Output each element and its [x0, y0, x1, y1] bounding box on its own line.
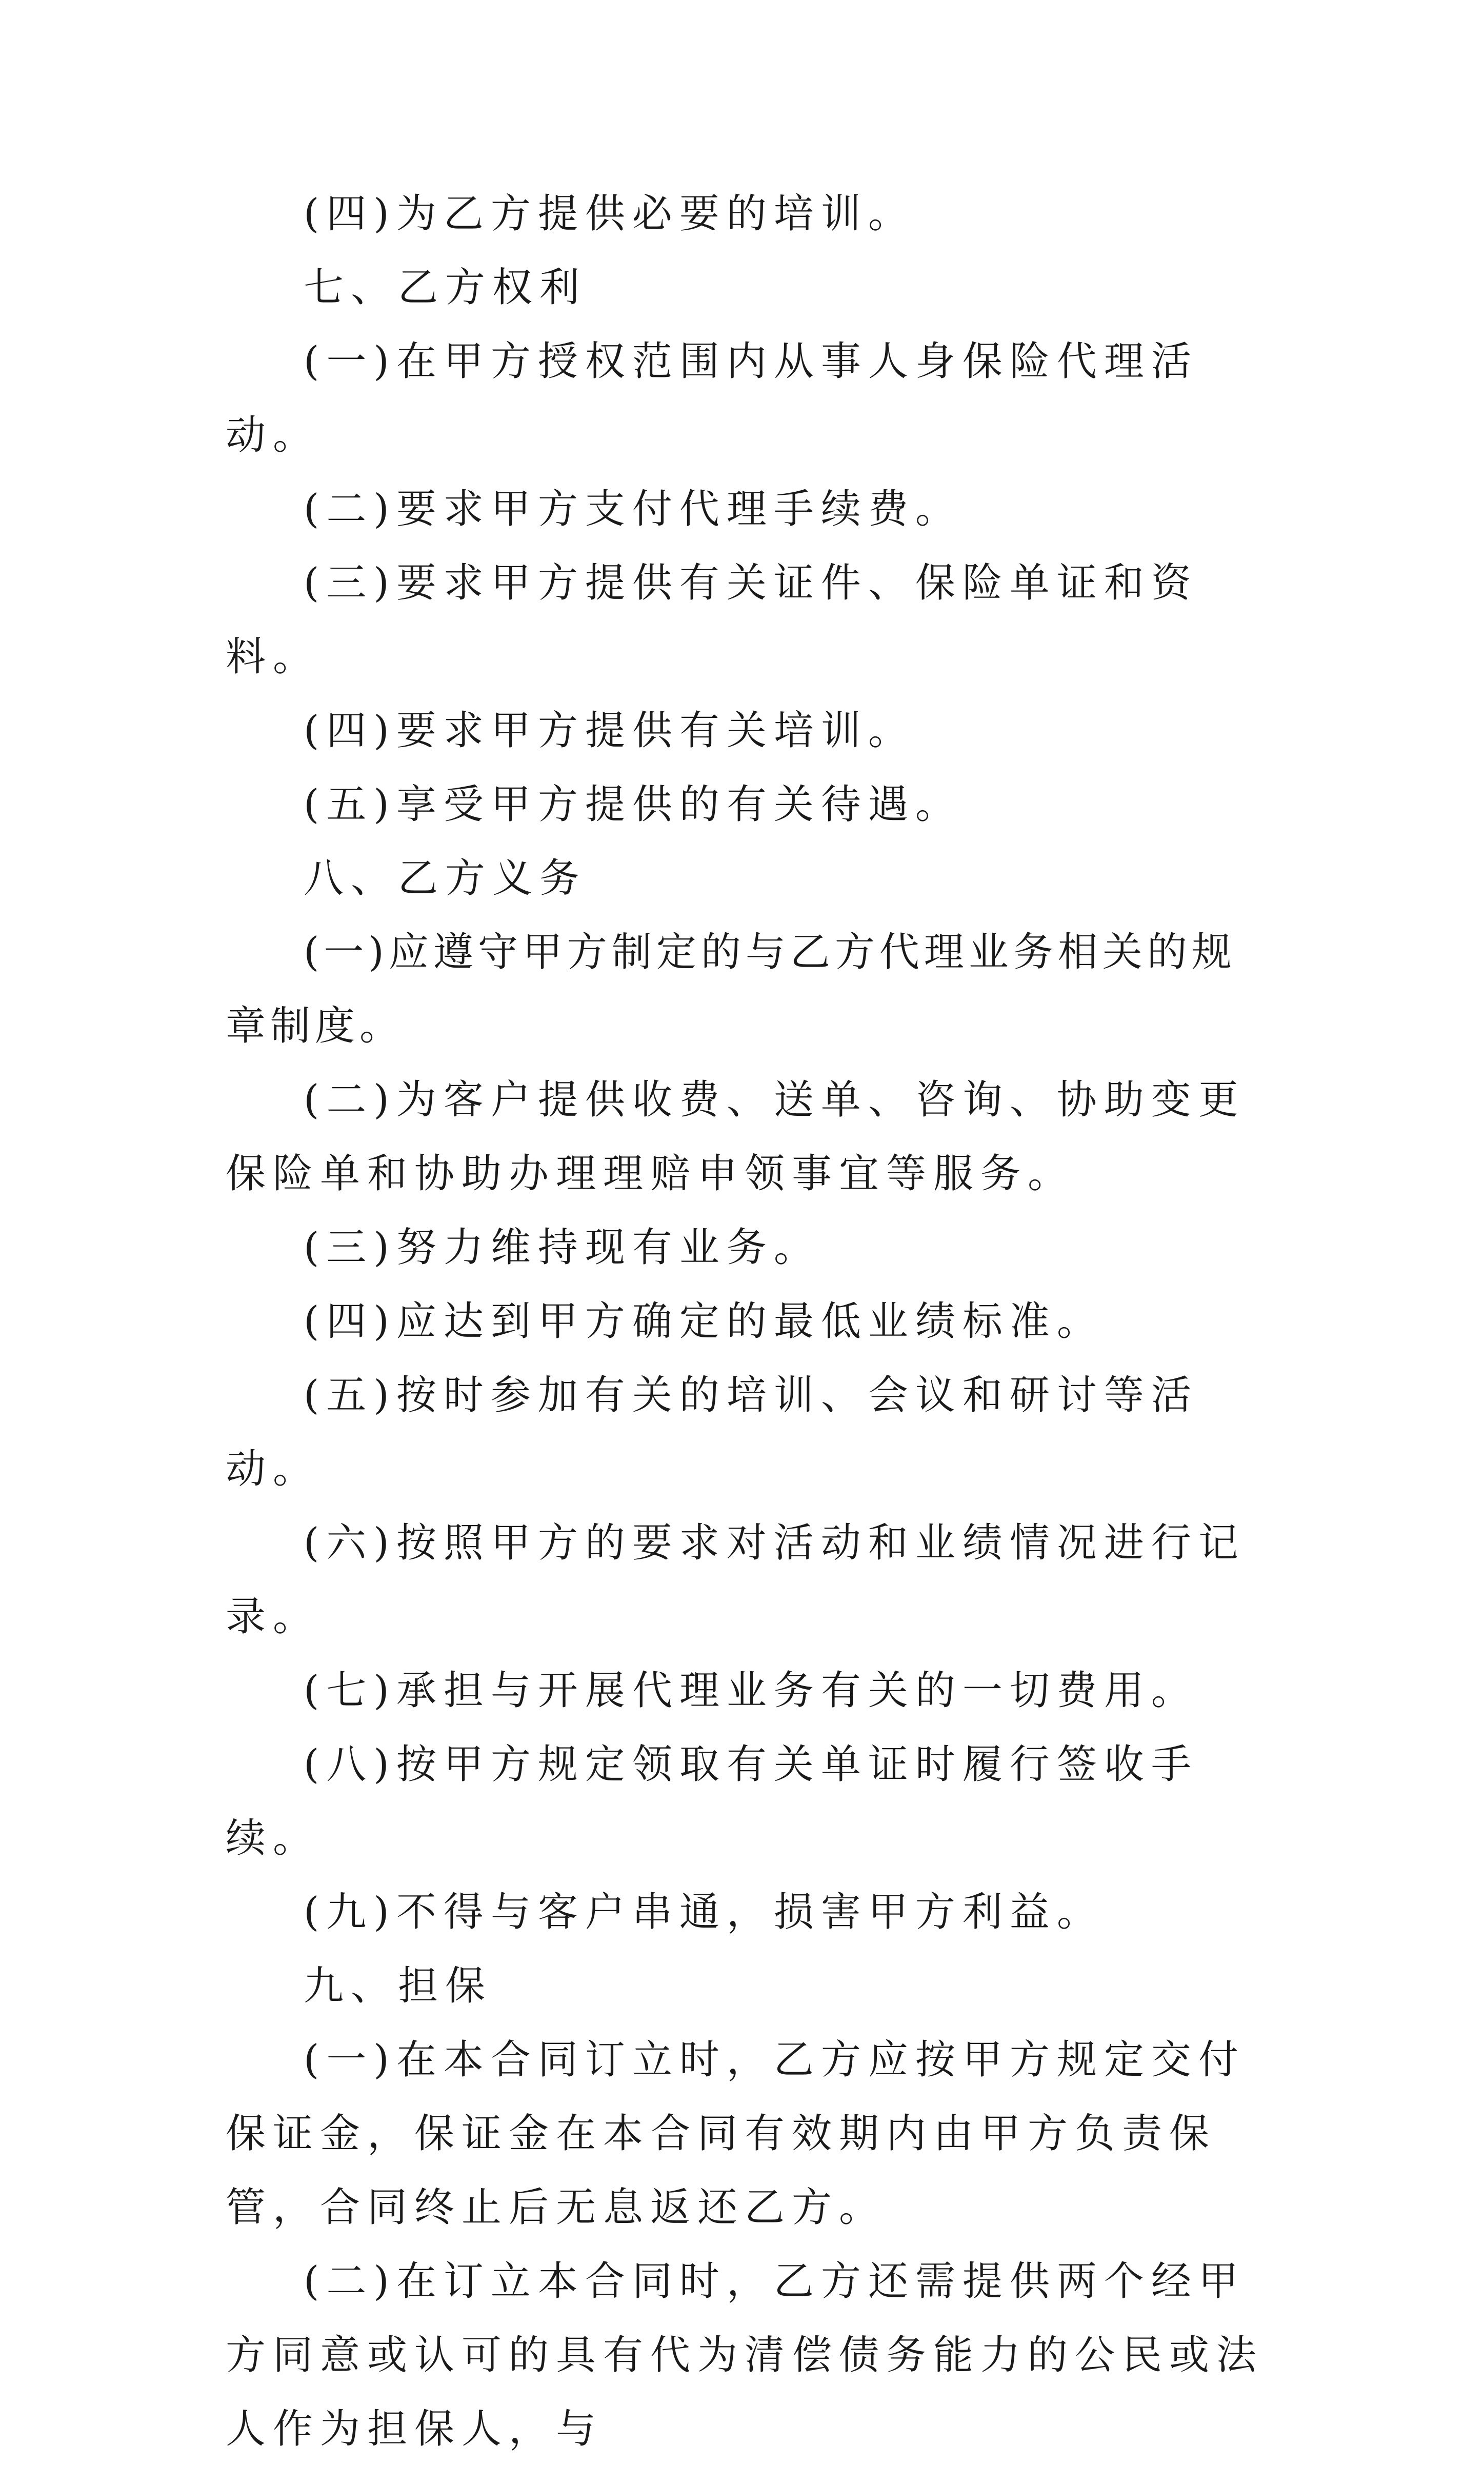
paragraph-obligation-9: (九)不得与客户串通，损害甲方利益。	[304, 1889, 1104, 1935]
section-heading-7: 七、乙方权利	[304, 265, 587, 311]
paragraph-obligation-8: (八)按甲方规定领取有关单证时履行签收手续。	[226, 1741, 1198, 1861]
document-body	[226, 177, 1274, 2466]
paragraph-obligation-5: (五)按时参加有关的培训、会议和研讨等活动。	[226, 1372, 1198, 1492]
paragraph-obligation-2: (二)为客户提供收费、送单、咨询、协助变更保险单和协助办理理赔申领事宜等服务。	[226, 1077, 1246, 1197]
paragraph-right-2: (二)要求甲方支付代理手续费。	[304, 486, 962, 532]
paragraph-guarantee-2: (二)在订立本合同时，乙方还需提供两个经甲方同意或认可的具有代为清偿债务能力的公民或法人作为担保人，与	[226, 2258, 1264, 2452]
paragraph-duty-4: (四)为乙方提供必要的培训。	[304, 191, 915, 237]
paragraph-obligation-1: (一)应遵守甲方制定的与乙方代理业务相关的规章制度。	[226, 929, 1236, 1049]
paragraph-right-5: (五)享受甲方提供的有关待遇。	[304, 781, 962, 828]
section-heading-8: 八、乙方义务	[304, 855, 587, 901]
paragraph-right-4: (四)要求甲方提供有关培训。	[304, 708, 915, 754]
paragraph-right-3: (三)要求甲方提供有关证件、保险单证和资料。	[226, 560, 1198, 680]
section-heading-9: 九、担保	[304, 1963, 493, 2009]
paragraph-obligation-7: (七)承担与开展代理业务有关的一切费用。	[304, 1668, 1198, 1714]
paragraph-obligation-3: (三)努力维持现有业务。	[304, 1225, 821, 1271]
paragraph-obligation-4: (四)应达到甲方确定的最低业绩标准。	[304, 1298, 1104, 1345]
paragraph-guarantee-1: (一)在本合同订立时，乙方应按甲方规定交付保证金，保证金在本合同有效期内由甲方负责保管，合同终止后无息返还乙方。	[226, 2037, 1246, 2231]
paragraph-obligation-6: (六)按照甲方的要求对活动和业绩情况进行记录。	[226, 1520, 1246, 1640]
paragraph-right-1: (一)在甲方授权范围内从事人身保险代理活动。	[226, 338, 1198, 458]
